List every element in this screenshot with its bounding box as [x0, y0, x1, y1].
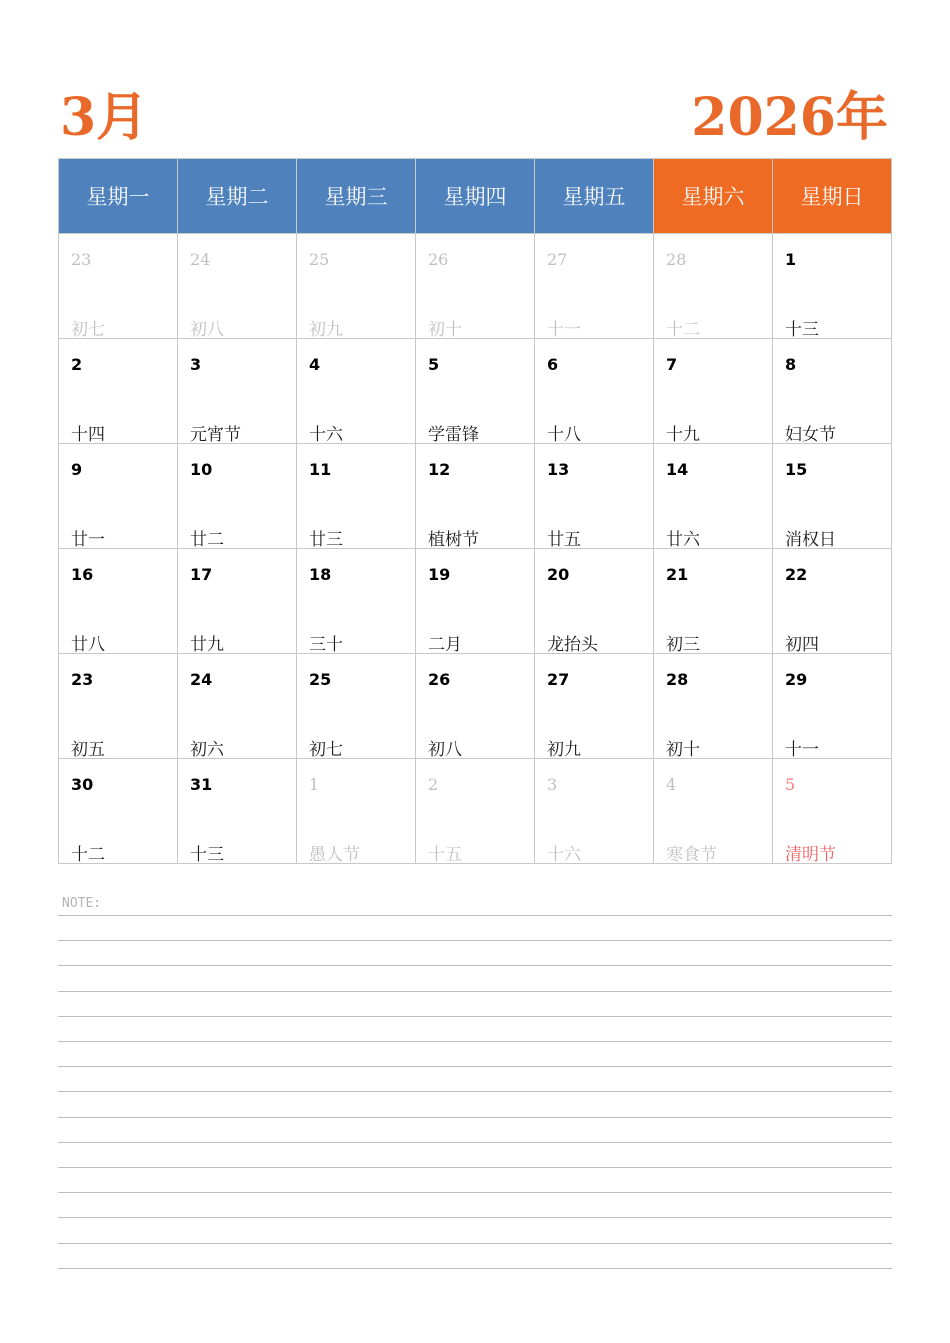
note-line	[58, 1041, 892, 1042]
day-cell[interactable]	[59, 759, 178, 864]
week-row	[59, 339, 892, 444]
week-row	[59, 549, 892, 654]
lunar-date: 廿一	[71, 530, 105, 550]
day-cell[interactable]	[59, 234, 178, 339]
day-cell[interactable]	[59, 444, 178, 549]
lunar-date: 龙抬头	[547, 635, 598, 655]
day-number: 5	[785, 775, 796, 794]
day-cell[interactable]	[773, 654, 892, 759]
note-line	[58, 1268, 892, 1269]
day-number: 30	[71, 775, 94, 794]
note-line	[58, 965, 892, 966]
day-number: 1	[309, 775, 320, 794]
month-title: 3月	[60, 87, 149, 148]
day-cell[interactable]	[416, 234, 535, 339]
weekday-header: 星期三	[297, 159, 416, 234]
day-cell[interactable]	[773, 444, 892, 549]
day-number: 3	[547, 775, 558, 794]
lunar-date: 初九	[547, 740, 581, 760]
day-number: 19	[428, 565, 451, 584]
lunar-date: 初八	[428, 740, 462, 760]
weekend-header: 星期日	[773, 159, 892, 234]
day-cell[interactable]	[178, 759, 297, 864]
note-line	[58, 1117, 892, 1118]
day-cell[interactable]	[178, 654, 297, 759]
day-cell[interactable]	[654, 234, 773, 339]
lunar-date: 初五	[71, 740, 105, 760]
day-cell[interactable]	[654, 549, 773, 654]
day-cell[interactable]	[535, 549, 654, 654]
day-cell[interactable]	[178, 234, 297, 339]
day-number: 23	[71, 250, 92, 269]
day-number: 6	[547, 355, 559, 374]
day-cell[interactable]	[297, 444, 416, 549]
day-number: 9	[71, 460, 83, 479]
note-line	[58, 1142, 892, 1143]
lunar-date: 初七	[71, 320, 105, 340]
day-cell[interactable]	[416, 654, 535, 759]
lunar-date: 十三	[785, 320, 819, 340]
day-cell[interactable]	[178, 339, 297, 444]
note-line	[58, 1066, 892, 1067]
note-line	[58, 940, 892, 941]
weekday-header: 星期四	[416, 159, 535, 234]
day-number: 17	[190, 565, 213, 584]
lunar-date: 初三	[666, 635, 700, 655]
weekday-header: 星期五	[535, 159, 654, 234]
day-number: 4	[309, 355, 321, 374]
day-cell[interactable]	[773, 549, 892, 654]
day-number: 25	[309, 670, 332, 689]
lunar-date: 廿三	[309, 530, 343, 550]
day-cell[interactable]	[535, 234, 654, 339]
day-cell[interactable]	[654, 444, 773, 549]
day-number: 11	[309, 460, 332, 479]
day-number: 29	[785, 670, 808, 689]
note-line	[58, 915, 892, 916]
lunar-date: 妇女节	[785, 425, 836, 445]
day-number: 24	[190, 670, 213, 689]
weekend-header: 星期六	[654, 159, 773, 234]
note-line	[58, 1091, 892, 1092]
day-number: 22	[785, 565, 808, 584]
day-cell[interactable]	[416, 444, 535, 549]
lunar-date: 廿五	[547, 530, 581, 550]
day-number: 5	[428, 355, 440, 374]
note-line	[58, 991, 892, 992]
note-label: NOTE:	[62, 896, 102, 911]
day-cell[interactable]	[59, 549, 178, 654]
note-line	[58, 1217, 892, 1218]
day-number: 24	[190, 250, 211, 269]
day-cell[interactable]	[654, 759, 773, 864]
day-number: 7	[666, 355, 678, 374]
day-number: 27	[547, 250, 568, 269]
day-number: 21	[666, 565, 689, 584]
lunar-date: 廿六	[666, 530, 700, 550]
lunar-date: 十二	[71, 845, 105, 865]
day-cell[interactable]	[297, 759, 416, 864]
day-cell[interactable]	[654, 339, 773, 444]
day-number: 8	[785, 355, 797, 374]
calendar-body	[59, 234, 892, 864]
day-cell[interactable]	[178, 444, 297, 549]
day-number: 2	[428, 775, 439, 794]
day-cell[interactable]	[535, 339, 654, 444]
lunar-date: 初十	[666, 740, 700, 760]
lunar-date: 初十	[428, 320, 462, 340]
day-number: 28	[666, 670, 689, 689]
day-cell[interactable]	[416, 339, 535, 444]
lunar-date: 廿八	[71, 635, 105, 655]
day-cell[interactable]	[297, 654, 416, 759]
day-cell[interactable]	[773, 759, 892, 864]
day-number: 12	[428, 460, 451, 479]
day-number: 27	[547, 670, 570, 689]
day-cell[interactable]	[535, 759, 654, 864]
day-number: 3	[190, 355, 202, 374]
lunar-date: 廿九	[190, 635, 224, 655]
day-number: 25	[309, 250, 330, 269]
day-cell[interactable]	[59, 339, 178, 444]
day-number: 26	[428, 670, 451, 689]
day-cell[interactable]	[178, 549, 297, 654]
day-cell[interactable]	[773, 339, 892, 444]
lunar-date: 十五	[428, 845, 462, 865]
day-cell[interactable]	[535, 654, 654, 759]
day-cell[interactable]	[773, 234, 892, 339]
lunar-date: 学雷锋	[428, 425, 479, 445]
day-cell[interactable]	[416, 549, 535, 654]
lunar-date: 十一	[785, 740, 819, 760]
lunar-date: 十三	[190, 845, 224, 865]
day-number: 31	[190, 775, 213, 794]
day-number: 2	[71, 355, 83, 374]
note-line	[58, 1192, 892, 1193]
day-number: 15	[785, 460, 808, 479]
week-row	[59, 759, 892, 864]
lunar-date: 植树节	[428, 530, 479, 550]
day-cell[interactable]	[535, 444, 654, 549]
day-number: 18	[309, 565, 332, 584]
lunar-date: 二月	[428, 635, 462, 655]
lunar-date: 初九	[309, 320, 343, 340]
note-line	[58, 1243, 892, 1244]
lunar-date: 元宵节	[190, 425, 241, 445]
day-number: 1	[785, 250, 797, 269]
day-number: 14	[666, 460, 689, 479]
lunar-date: 廿二	[190, 530, 224, 550]
lunar-date: 消权日	[785, 530, 836, 550]
lunar-date: 寒食节	[666, 845, 717, 865]
day-number: 4	[666, 775, 677, 794]
lunar-date: 十二	[666, 320, 700, 340]
lunar-date: 十九	[666, 425, 700, 445]
calendar-grid	[58, 158, 892, 864]
weekday-header: 星期二	[178, 159, 297, 234]
note-line	[58, 1167, 892, 1168]
week-row	[59, 654, 892, 759]
day-number: 23	[71, 670, 94, 689]
day-cell[interactable]	[297, 339, 416, 444]
week-row	[59, 444, 892, 549]
day-number: 10	[190, 460, 213, 479]
lunar-date: 清明节	[785, 845, 836, 865]
year-title: 2026年	[691, 87, 888, 148]
lunar-date: 初六	[190, 740, 224, 760]
day-cell[interactable]	[59, 654, 178, 759]
day-cell[interactable]	[416, 759, 535, 864]
day-number: 26	[428, 250, 449, 269]
lunar-date: 初八	[190, 320, 224, 340]
lunar-date: 初四	[785, 635, 819, 655]
lunar-date: 十六	[547, 845, 581, 865]
lunar-date: 三十	[309, 635, 343, 655]
lunar-date: 初七	[309, 740, 343, 760]
day-cell[interactable]	[654, 654, 773, 759]
weekday-header-row	[59, 159, 892, 234]
day-cell[interactable]	[297, 234, 416, 339]
day-number: 28	[666, 250, 687, 269]
lunar-date: 愚人节	[309, 845, 360, 865]
day-cell[interactable]	[297, 549, 416, 654]
weekday-header: 星期一	[59, 159, 178, 234]
day-number: 20	[547, 565, 570, 584]
day-number: 13	[547, 460, 570, 479]
lunar-date: 十八	[547, 425, 581, 445]
lunar-date: 十一	[547, 320, 581, 340]
day-number: 16	[71, 565, 94, 584]
lunar-date: 十四	[71, 425, 105, 445]
lunar-date: 十六	[309, 425, 343, 445]
week-row	[59, 234, 892, 339]
note-line	[58, 1016, 892, 1017]
